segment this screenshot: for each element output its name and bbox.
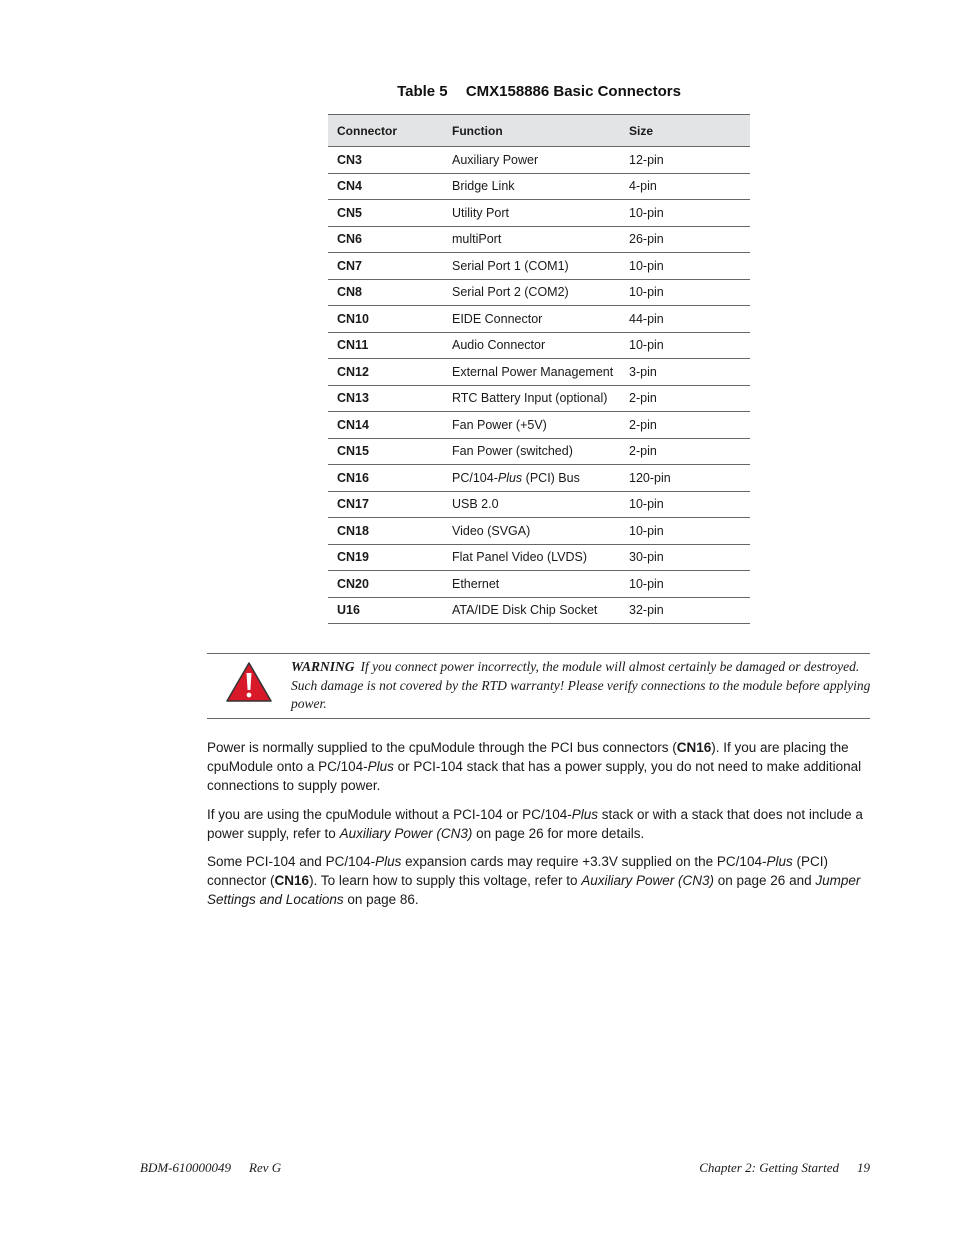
table-row [328, 279, 750, 306]
p2-auxiliary-power-link[interactable]: Auxiliary Power (CN3) [339, 826, 473, 841]
cell-function: ATA/IDE Disk Chip Socket [443, 597, 620, 624]
p1-text-a: Power is normally supplied to the cpuModule through the PCI bus connectors ( [207, 740, 677, 755]
cell-connector: CN18 [328, 518, 443, 545]
cell-connector: CN11 [328, 332, 443, 359]
cell-size: 10-pin [620, 253, 750, 280]
p1-text-e: or PCI-104 stack that has a power supply, you do not need to make additional connections to supply power. [207, 759, 862, 793]
warning-lead: WARNING [291, 659, 355, 674]
p2-text-c: stack or with a stack that does not include a power supply, refer to [207, 807, 863, 841]
p3-plus-italic-2: Plus [766, 854, 793, 869]
column-header-function: Function [443, 115, 620, 147]
table-row [328, 465, 750, 492]
cell-function: Fan Power (+5V) [443, 412, 620, 439]
warning-box [207, 653, 870, 719]
table-row [328, 544, 750, 571]
cell-connector: CN14 [328, 412, 443, 439]
cell-connector: CN4 [328, 173, 443, 200]
p3-connector-ref: CN16 [274, 873, 310, 888]
cell-size: 4-pin [620, 173, 750, 200]
p2-text-a: If you are using the cpuModule without a PCI-104 or PC/104- [207, 807, 572, 822]
p2-text-e: on page 26 for more details. [472, 826, 645, 841]
table-row [328, 332, 750, 359]
cell-connector: CN5 [328, 200, 443, 227]
p1-text-c: ). If you are placing the cpuModule onto a PC/104- [207, 740, 849, 774]
table-row [328, 385, 750, 412]
cell-connector: CN3 [328, 147, 443, 174]
p3-auxiliary-power-link[interactable]: Auxiliary Power (CN3) [581, 873, 714, 888]
footer-left [140, 1160, 281, 1176]
cell-size: 32-pin [620, 597, 750, 624]
cell-connector: U16 [328, 597, 443, 624]
p3-text-i: on page 26 and [714, 873, 816, 888]
cell-function: USB 2.0 [443, 491, 620, 518]
cell-connector: CN6 [328, 226, 443, 253]
cell-function: RTC Battery Input (optional) [443, 385, 620, 412]
cell-size: 10-pin [620, 200, 750, 227]
table-row [328, 491, 750, 518]
cell-size: 10-pin [620, 279, 750, 306]
footer-page-number: 19 [857, 1160, 870, 1175]
cell-function: Serial Port 1 (COM1) [443, 253, 620, 280]
p3-text-e: (PCI) connector ( [207, 854, 828, 888]
p3-text-g: ). To learn how to supply this voltage, refer to [309, 873, 582, 888]
p3-text-c: expansion cards may require +3.3V supplied on the PC/104- [401, 854, 767, 869]
table-header-row [328, 115, 750, 147]
p3-plus-italic-1: Plus [375, 854, 402, 869]
cell-connector: CN20 [328, 571, 443, 598]
cell-size: 3-pin [620, 359, 750, 386]
cell-connector: CN10 [328, 306, 443, 333]
table-row [328, 597, 750, 624]
column-header-size: Size [620, 115, 750, 147]
p1-connector-ref: CN16 [676, 740, 712, 755]
table-row [328, 518, 750, 545]
cell-size: 10-pin [620, 571, 750, 598]
cell-function: Utility Port [443, 200, 620, 227]
p2-plus-italic: Plus [571, 807, 598, 822]
cell-size: 12-pin [620, 147, 750, 174]
cell-function: Ethernet [443, 571, 620, 598]
table-row [328, 571, 750, 598]
p3-jumper-settings-link[interactable]: Jumper Settings and Locations [207, 873, 861, 907]
p1-plus-italic: Plus [367, 759, 394, 774]
table-body [328, 147, 750, 624]
cell-connector: CN7 [328, 253, 443, 280]
cell-function: External Power Management [443, 359, 620, 386]
connectors-table [328, 114, 750, 624]
column-header-connector: Connector [328, 115, 443, 147]
cell-size: 10-pin [620, 491, 750, 518]
cell-size: 2-pin [620, 412, 750, 439]
cell-function: multiPort [443, 226, 620, 253]
cell-function: Auxiliary Power [443, 147, 620, 174]
cell-function: Video (SVGA) [443, 518, 620, 545]
p3-text-k: on page 86. [343, 892, 419, 907]
table-caption [328, 83, 750, 100]
cell-function: Bridge Link [443, 173, 620, 200]
table-row [328, 200, 750, 227]
table-row [328, 253, 750, 280]
cell-function: Flat Panel Video (LVDS) [443, 544, 620, 571]
cell-connector: CN13 [328, 385, 443, 412]
warning-triangle-icon [225, 661, 273, 708]
cell-connector: CN12 [328, 359, 443, 386]
table-row [328, 173, 750, 200]
cell-size: 26-pin [620, 226, 750, 253]
cell-connector: CN17 [328, 491, 443, 518]
table-caption-title: CMX158886 Basic Connectors [465, 83, 681, 100]
table-row [328, 306, 750, 333]
footer-doc-id: BDM-610000049 [140, 1160, 231, 1175]
cell-size: 120-pin [620, 465, 750, 492]
paragraph-3 [207, 852, 871, 909]
footer-right [699, 1160, 870, 1176]
cell-size: 2-pin [620, 385, 750, 412]
table-row [328, 147, 750, 174]
cell-function: Serial Port 2 (COM2) [443, 279, 620, 306]
table-row [328, 226, 750, 253]
table-row [328, 412, 750, 439]
cell-size: 44-pin [620, 306, 750, 333]
table-caption-number: Table 5 [397, 83, 448, 100]
cell-connector: CN16 [328, 465, 443, 492]
cell-connector: CN8 [328, 279, 443, 306]
cell-function: PC/104-Plus (PCI) Bus [443, 465, 620, 492]
warning-text [291, 658, 871, 714]
paragraph-2 [207, 805, 871, 843]
table-row [328, 438, 750, 465]
table-row [328, 359, 750, 386]
footer-rev: Rev G [249, 1160, 282, 1175]
cell-function: Audio Connector [443, 332, 620, 359]
paragraph-1 [207, 738, 871, 795]
footer-chapter: Chapter 2: Getting Started [699, 1160, 839, 1175]
cell-size: 10-pin [620, 332, 750, 359]
cell-function: EIDE Connector [443, 306, 620, 333]
cell-connector: CN19 [328, 544, 443, 571]
cell-size: 30-pin [620, 544, 750, 571]
warning-message: If you connect power incorrectly, the module will almost certainly be damaged or destroyed. Such damage is not covered by the RTD warranty! Please verify connections to the module before applying power. [291, 659, 871, 711]
cell-function: Fan Power (switched) [443, 438, 620, 465]
cell-size: 10-pin [620, 518, 750, 545]
cell-connector: CN15 [328, 438, 443, 465]
cell-size: 2-pin [620, 438, 750, 465]
p3-text-a: Some PCI-104 and PC/104- [207, 854, 376, 869]
